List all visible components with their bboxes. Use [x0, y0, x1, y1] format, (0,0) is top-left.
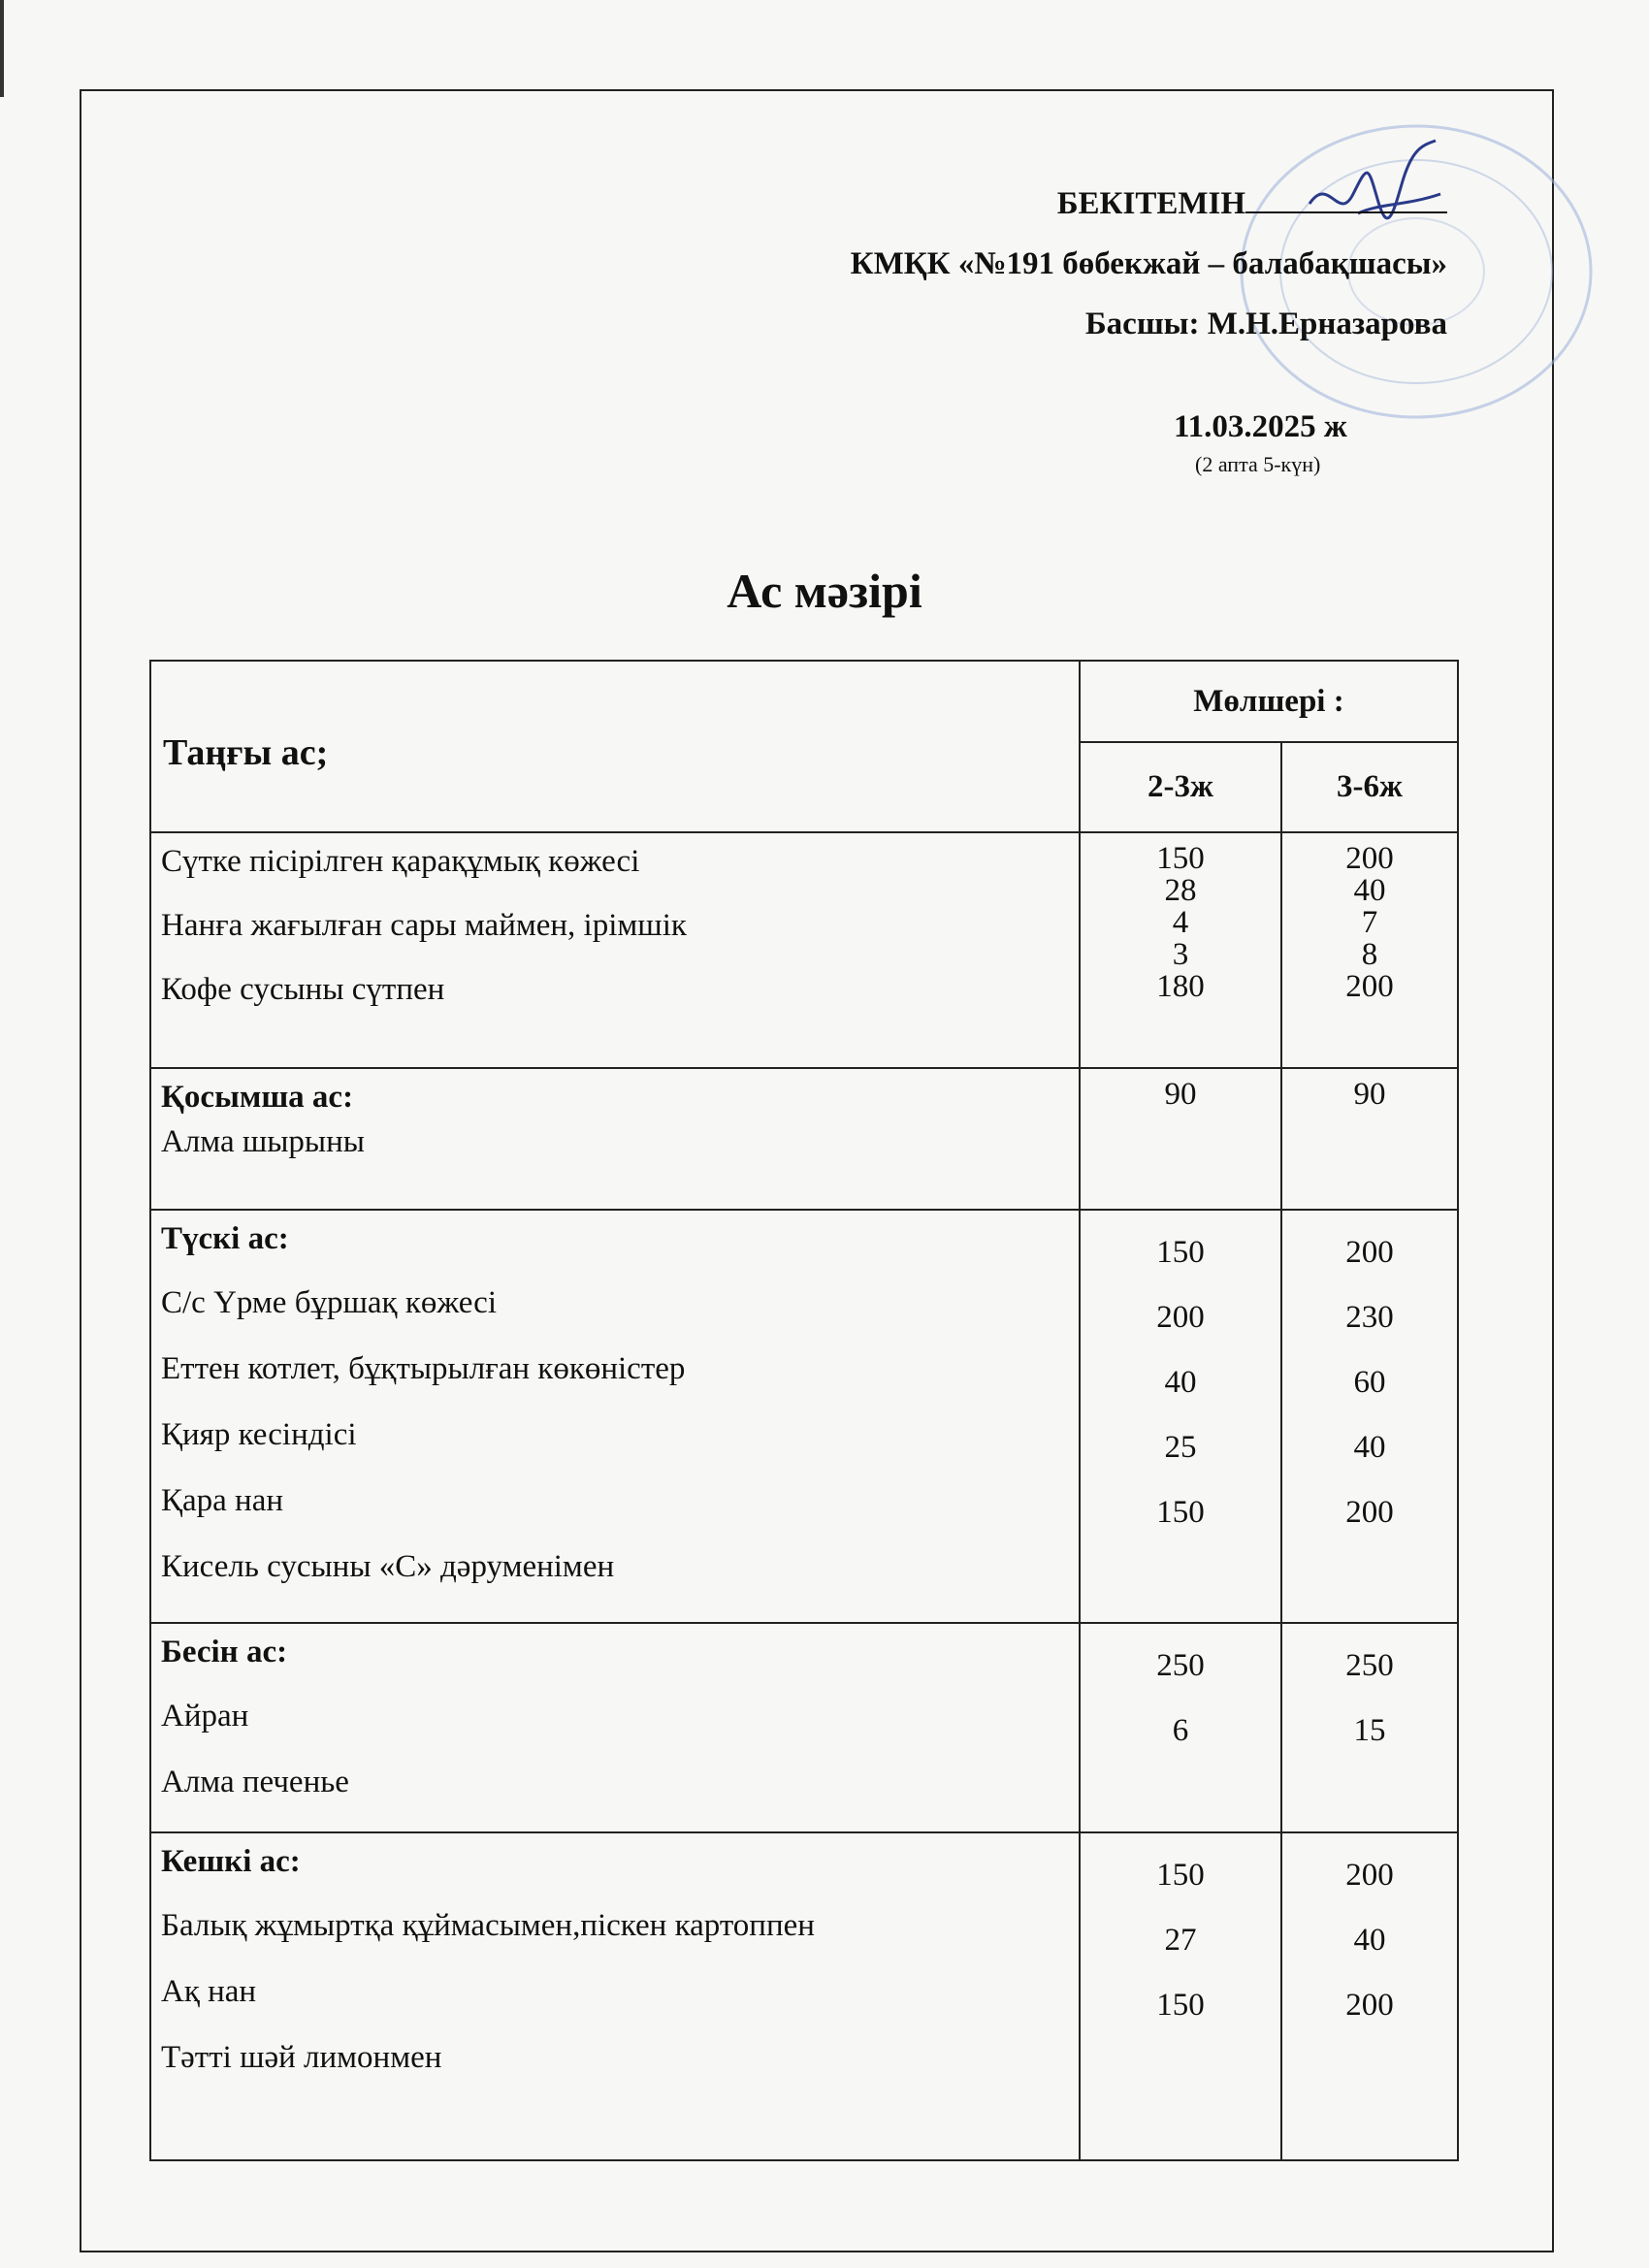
age-header-2-3: 2-3ж [1080, 742, 1281, 832]
signature-line [1245, 182, 1447, 213]
lunch-qty-3-6 [1281, 1210, 1458, 1623]
afternoon-qty-2-3 [1080, 1623, 1281, 1832]
qty-value: 200 [1345, 969, 1394, 1004]
menu-item: Алма шырыны [161, 1124, 365, 1159]
day-note: (2 апта 5-күн) [1195, 452, 1321, 476]
dinner-items [150, 1832, 1080, 2160]
menu-item: Қияр кесіндісі [161, 1417, 357, 1452]
menu-item: Ақ нан [161, 1974, 257, 2009]
qty-value: 150 [1156, 1858, 1205, 1893]
menu-item: Еттен котлет, бұқтырылған көкөністер [161, 1351, 686, 1386]
age-header-3-6: 3-6ж [1281, 742, 1458, 832]
qty-value: 7 [1361, 905, 1378, 940]
snack-qty-3-6 [1281, 1068, 1458, 1210]
lunch-items [150, 1210, 1080, 1623]
menu-item: Қара нан [161, 1483, 284, 1518]
snack-section [150, 1068, 1458, 1210]
organization-name: КМҚК «№191 бөбекжай – балабақшасы» [850, 246, 1447, 281]
amount-header: Мөлшері : [1080, 661, 1458, 742]
menu-item: Кофе сусыны сүтпен [161, 972, 445, 1007]
snack-qty-2-3 [1080, 1068, 1281, 1210]
qty-value: 200 [1345, 1495, 1394, 1530]
menu-item: Сүтке пісірілген қарақұмық көжесі [161, 844, 640, 879]
menu-item: Балық жұмыртқа құймасымен,піскен картоппен [161, 1908, 815, 1943]
header-row [150, 661, 1458, 742]
breakfast-qty-2-3 [1080, 832, 1281, 1068]
qty-value: 150 [1156, 1235, 1205, 1270]
qty-value: 60 [1353, 1365, 1386, 1400]
qty-value: 40 [1353, 1923, 1386, 1958]
qty-value: 200 [1345, 1988, 1394, 2023]
qty-value: 28 [1164, 873, 1197, 908]
qty-value: 200 [1156, 1300, 1205, 1335]
lunch-qty-2-3 [1080, 1210, 1281, 1623]
qty-value: 90 [1353, 1077, 1386, 1112]
menu-item: С/с Үрме бұршақ көжесі [161, 1285, 498, 1320]
qty-value: 25 [1164, 1430, 1197, 1465]
approval-block [851, 182, 1447, 369]
lunch-label: Түскі ас: [161, 1221, 289, 1256]
qty-value: 40 [1164, 1365, 1197, 1400]
menu-item: Айран [161, 1699, 249, 1733]
qty-value: 150 [1156, 1495, 1205, 1530]
lunch-section [150, 1210, 1458, 1623]
qty-value: 8 [1361, 937, 1378, 972]
dinner-label: Кешкі ас: [161, 1844, 301, 1879]
qty-value: 250 [1345, 1648, 1394, 1683]
qty-value: 27 [1164, 1923, 1197, 1958]
qty-value: 90 [1164, 1077, 1197, 1112]
qty-value: 3 [1172, 937, 1189, 972]
approval-title: БЕКІТЕМІН [1056, 186, 1245, 221]
qty-value: 200 [1345, 1858, 1394, 1893]
afternoon-items [150, 1623, 1080, 1832]
qty-value: 230 [1345, 1300, 1394, 1335]
afternoon-label: Бесін ас: [161, 1635, 288, 1669]
breakfast-qty-3-6 [1281, 832, 1458, 1068]
qty-value: 150 [1156, 841, 1205, 876]
breakfast-header: Таңғы ас; [150, 661, 1080, 832]
afternoon-qty-3-6 [1281, 1623, 1458, 1832]
snack-items [150, 1068, 1080, 1210]
menu-item: Кисель сусыны «С» дәруменімен [161, 1549, 615, 1584]
qty-value: 40 [1353, 1430, 1386, 1465]
approval-date: 11.03.2025 ж [1174, 409, 1347, 444]
head-name: Басшы: М.Н.Ерназарова [1084, 307, 1447, 341]
dinner-qty-3-6 [1281, 1832, 1458, 2160]
dinner-section [150, 1832, 1458, 2160]
breakfast-section [150, 832, 1458, 1068]
page-title: Ас мәзірі [727, 564, 922, 618]
afternoon-section [150, 1623, 1458, 1832]
scan-edge [0, 0, 4, 97]
menu-table [149, 660, 1459, 2161]
qty-value: 250 [1156, 1648, 1205, 1683]
menu-item: Нанға жағылған сары маймен, ірімшік [161, 908, 687, 943]
menu-item: Тәтті шәй лимонмен [161, 2040, 442, 2075]
qty-value: 15 [1353, 1713, 1386, 1748]
qty-value: 6 [1172, 1713, 1189, 1748]
snack-label: Қосымша ас: [161, 1080, 354, 1115]
approval-title-line [851, 182, 1447, 220]
menu-item: Алма печенье [161, 1765, 349, 1799]
qty-value: 4 [1172, 905, 1189, 940]
qty-value: 200 [1345, 841, 1394, 876]
qty-value: 40 [1353, 873, 1386, 908]
qty-value: 200 [1345, 1235, 1394, 1270]
qty-value: 150 [1156, 1988, 1205, 2023]
dinner-qty-2-3 [1080, 1832, 1281, 2160]
qty-value: 180 [1156, 969, 1205, 1004]
breakfast-items [150, 832, 1080, 1068]
